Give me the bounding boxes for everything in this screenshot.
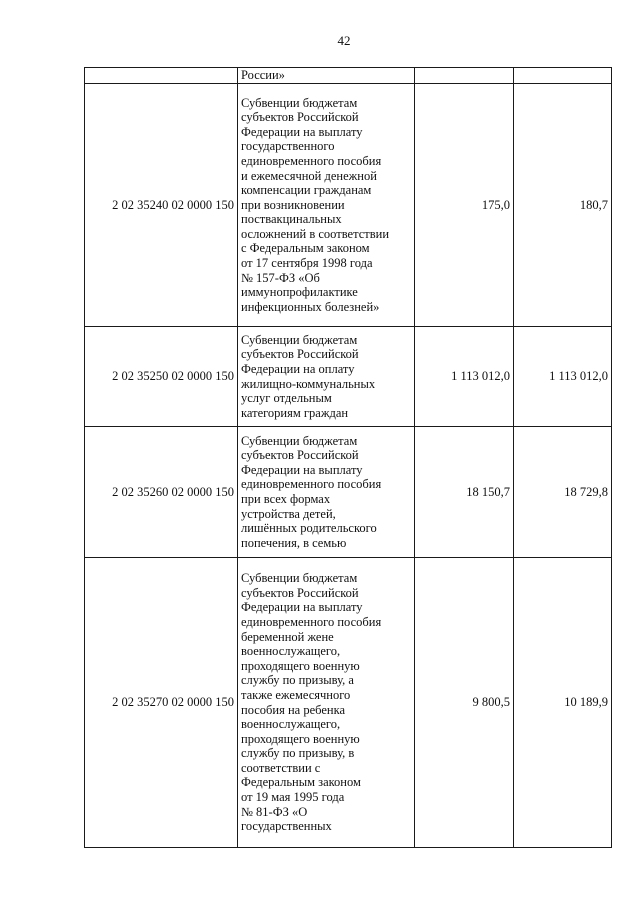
description-line: осложнений в соответствии — [241, 226, 390, 241]
description-line: единовременного пособия — [241, 477, 382, 492]
value-cell-2: 180,7 — [514, 84, 612, 327]
table-row — [85, 68, 612, 84]
description-line: услуг отдельным — [241, 391, 332, 406]
description-line: категориям граждан — [241, 405, 349, 420]
value-cell-2: 10 189,9 — [514, 558, 612, 848]
description-line: № 157-ФЗ «Об — [241, 270, 320, 285]
description-line: пособия на ребенка — [241, 702, 345, 717]
description-line: устройства детей, — [241, 506, 336, 521]
description-line: Федеральным законом — [241, 775, 361, 790]
description-line: службу по призыву, в — [241, 746, 355, 761]
budget-code-cell: 2 02 35240 02 0000 150 — [85, 84, 238, 327]
budget-table — [84, 67, 612, 848]
table-row — [85, 558, 612, 848]
description-line: Субвенции бюджетам — [241, 571, 358, 586]
description-line: субъектов Российской — [241, 110, 359, 125]
description-line: также ежемесячного — [241, 687, 351, 702]
description-line: компенсации гражданам — [241, 183, 372, 198]
description-line: жилищно-коммунальных — [241, 376, 376, 391]
budget-code-cell: 2 02 35270 02 0000 150 — [85, 558, 238, 848]
description-cell — [238, 84, 415, 327]
description-line: попечения, в семью — [241, 535, 347, 550]
description-line: военнослужащего, — [241, 717, 341, 732]
value-cell-1: 1 113 012,0 — [415, 327, 514, 427]
description-line: Федерации на оплату — [241, 361, 355, 376]
description-line: службу по призыву, а — [241, 673, 354, 688]
description-line: от 17 сентября 1998 года — [241, 256, 373, 271]
budget-code-cell — [85, 68, 238, 84]
description-line: с Федеральным законом — [241, 241, 370, 256]
table-row — [85, 427, 612, 558]
description-line: беременной жене — [241, 629, 334, 644]
description-line: проходящего военную — [241, 731, 360, 746]
description-cell — [238, 327, 415, 427]
value-cell-1 — [415, 68, 514, 84]
description-line: единовременного пособия — [241, 153, 382, 168]
description-line: поствакцинальных — [241, 212, 342, 227]
value-cell-1: 18 150,7 — [415, 427, 514, 558]
description-cell — [238, 68, 415, 84]
value-cell-1: 9 800,5 — [415, 558, 514, 848]
description-line: Субвенции бюджетам — [241, 433, 358, 448]
description-line: инфекционных болезней» — [241, 299, 380, 314]
description-line: России» — [241, 68, 285, 83]
description-line: субъектов Российской — [241, 347, 359, 362]
budget-code-cell: 2 02 35260 02 0000 150 — [85, 427, 238, 558]
budget-code-cell: 2 02 35250 02 0000 150 — [85, 327, 238, 427]
description-line: иммунопрофилактике — [241, 285, 358, 300]
description-line: при возникновении — [241, 197, 345, 212]
description-line: лишённых родительского — [241, 521, 377, 536]
description-line: соответствии с — [241, 760, 321, 775]
description-line: Субвенции бюджетам — [241, 95, 358, 110]
description-line: Федерации на выплату — [241, 124, 363, 139]
description-cell — [238, 427, 415, 558]
description-line: № 81-ФЗ «О — [241, 804, 308, 819]
description-line: государственного — [241, 139, 335, 154]
value-cell-1: 175,0 — [415, 84, 514, 327]
description-line: единовременного пособия — [241, 614, 382, 629]
description-line: Федерации на выплату — [241, 600, 363, 615]
description-line: Федерации на выплату — [241, 462, 363, 477]
description-line: проходящего военную — [241, 658, 360, 673]
value-cell-2 — [514, 68, 612, 84]
page-number: 42 — [337, 33, 351, 48]
description-line: от 19 мая 1995 года — [241, 790, 345, 805]
table-row — [85, 84, 612, 327]
description-line: субъектов Российской — [241, 585, 359, 600]
description-line: и ежемесячной денежной — [241, 168, 377, 183]
description-line: военнослужащего, — [241, 644, 341, 659]
description-line: субъектов Российской — [241, 448, 359, 463]
description-line: при всех формах — [241, 492, 331, 506]
description-cell — [238, 558, 415, 848]
description-line: государственных — [241, 819, 332, 834]
table-row — [85, 327, 612, 427]
value-cell-2: 1 113 012,0 — [514, 327, 612, 427]
description-line: Субвенции бюджетам — [241, 332, 358, 347]
value-cell-2: 18 729,8 — [514, 427, 612, 558]
